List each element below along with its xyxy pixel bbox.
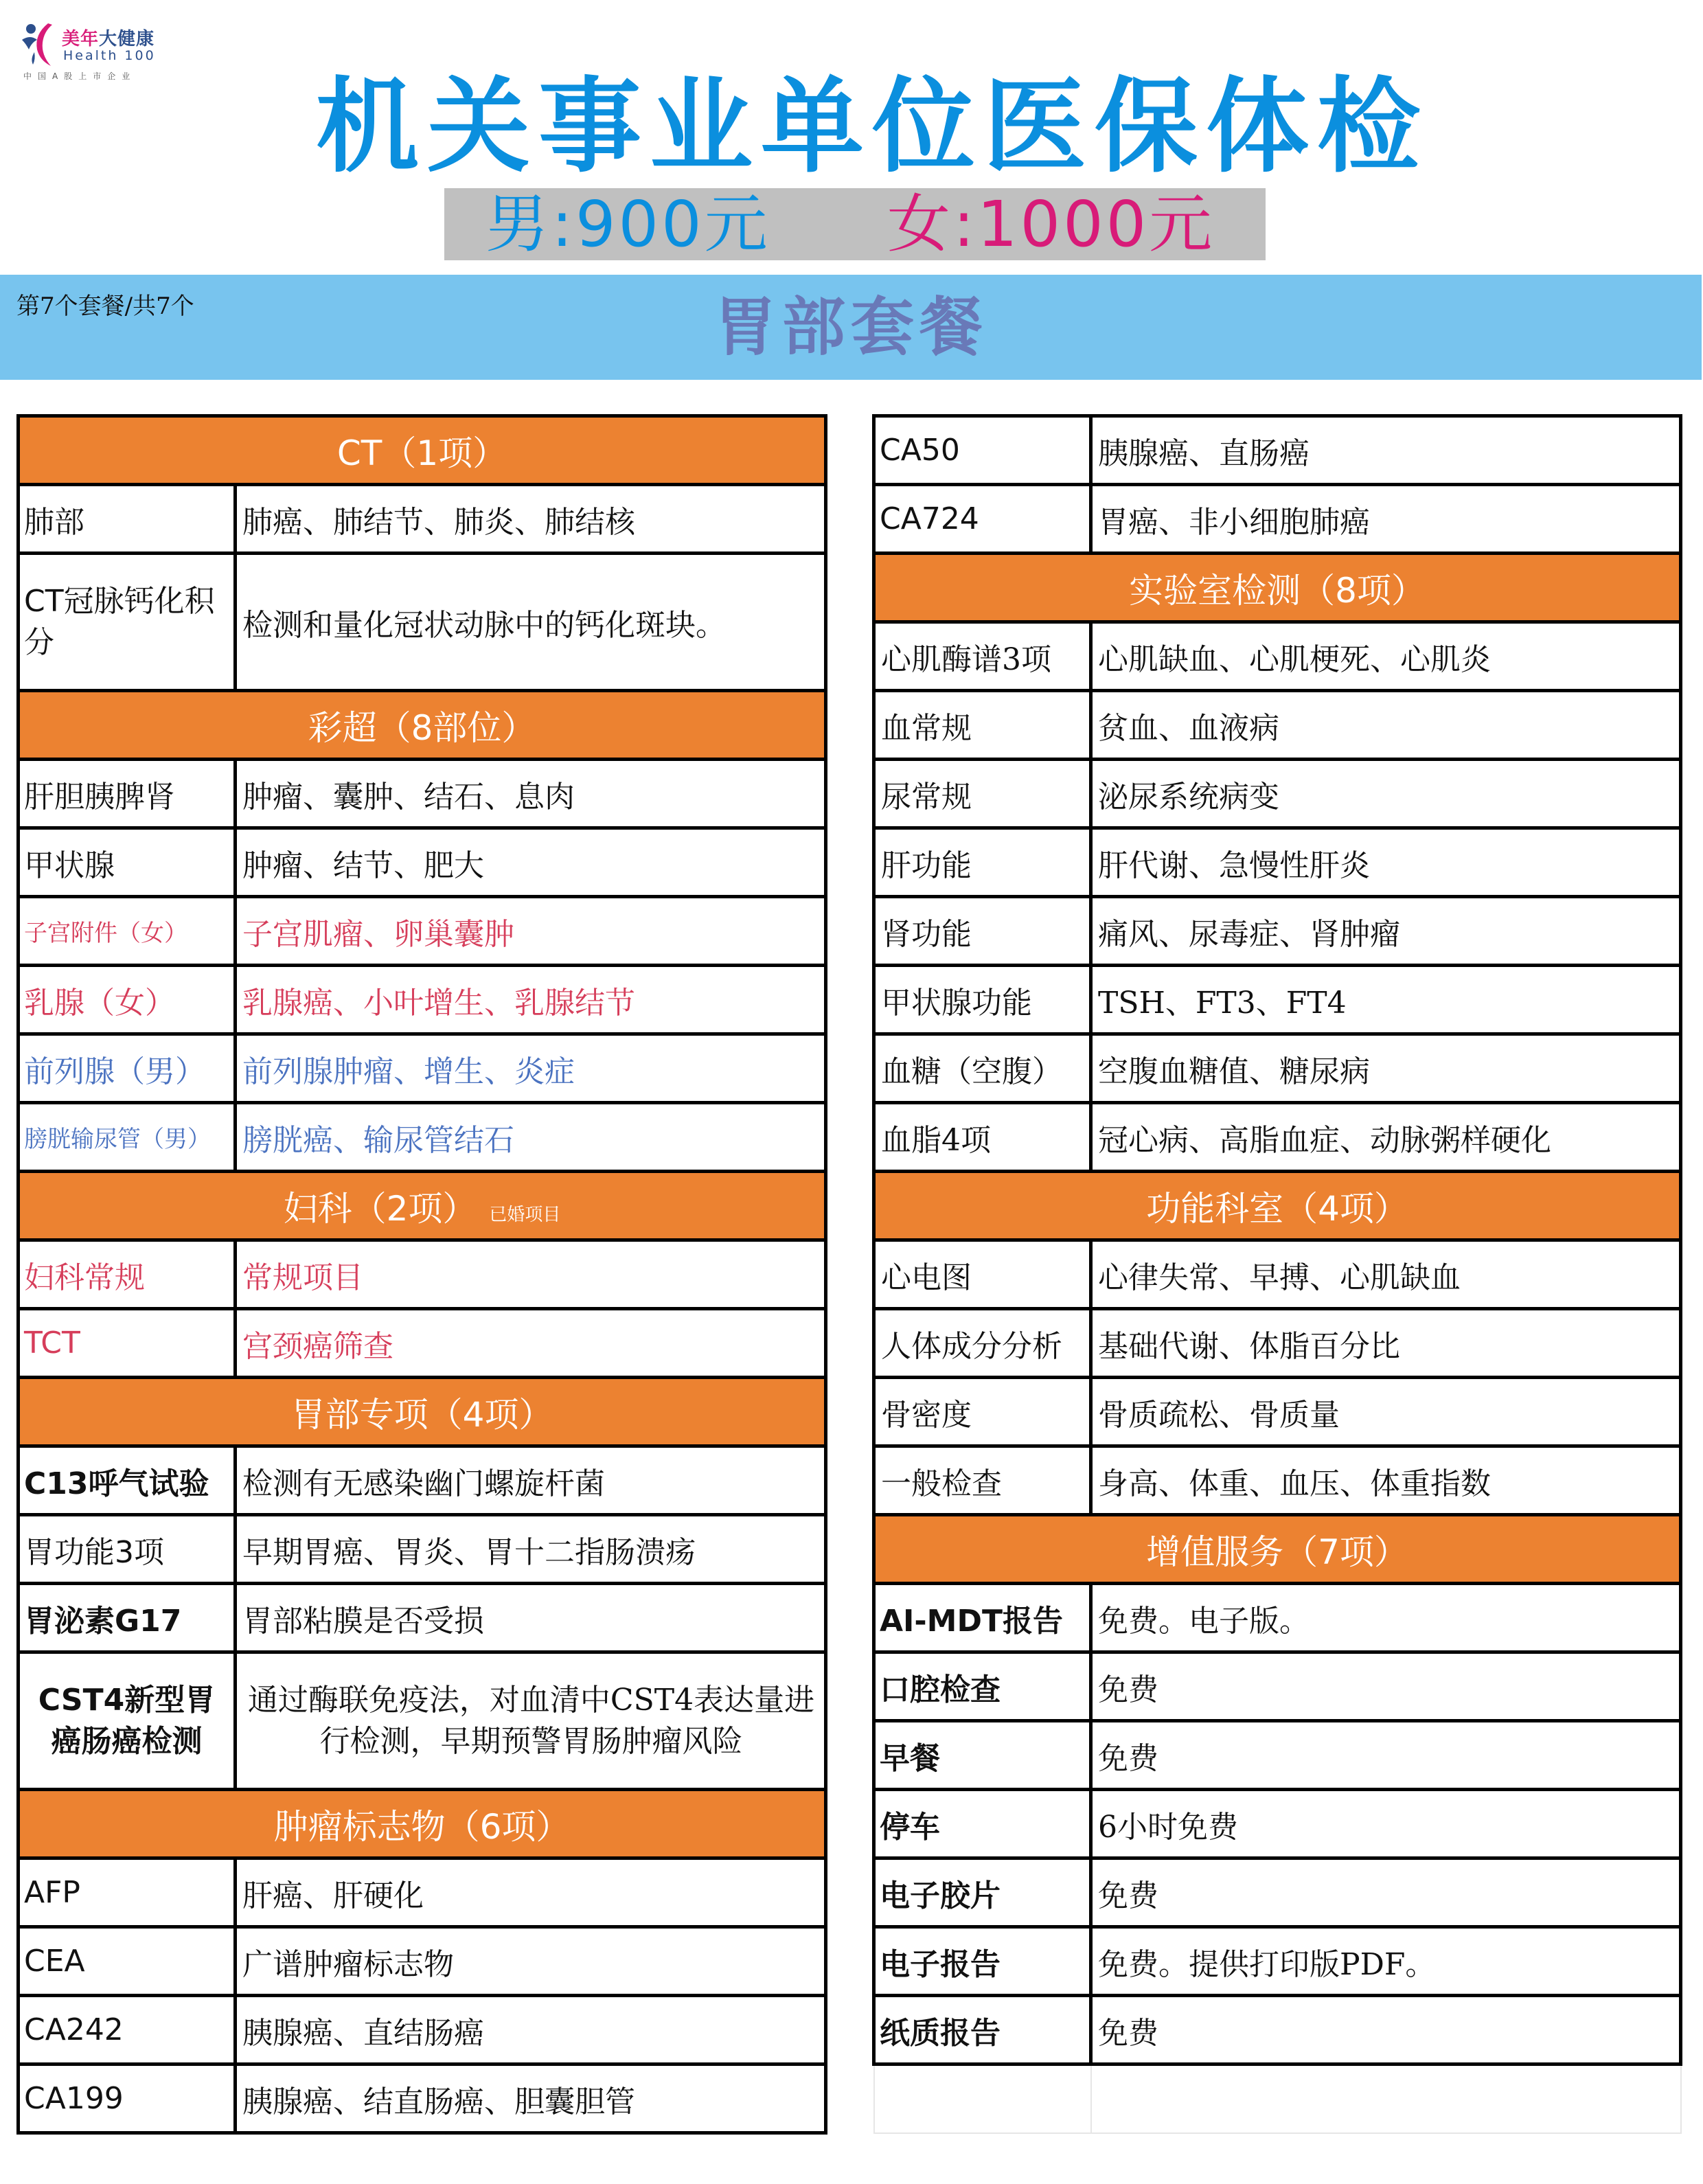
section-note: 已婚项目 (489, 1204, 561, 1225)
item-desc: 骨质疏松、骨质量 (1091, 1378, 1681, 1446)
item-desc: 胰腺癌、结直肠癌、胆囊胆管 (236, 2064, 826, 2133)
table-row (874, 1721, 1681, 1790)
table-row (874, 1652, 1681, 1721)
item-desc: 广谱肿瘤标志物 (236, 1927, 826, 1996)
item-desc: 胰腺癌、直肠癌 (1091, 416, 1681, 485)
item-desc: 贫血、血液病 (1091, 691, 1681, 760)
item-name: 骨密度 (874, 1378, 1091, 1446)
section-title: 功能科室（4项） (874, 1172, 1681, 1240)
item-name: 甲状腺功能 (874, 966, 1091, 1034)
section-title: 胃部专项（4项） (19, 1378, 826, 1446)
table-row (874, 1103, 1681, 1172)
price-male: 男:900元 (485, 187, 770, 261)
item-desc: 免费 (1091, 1652, 1681, 1721)
item-desc: 通过酶联免疫法，对血清中CST4表达量进行检测，早期预警胃肠肿瘤风险 (236, 1652, 826, 1790)
item-desc: 痛风、尿毒症、肾肿瘤 (1091, 897, 1681, 966)
item-desc: 泌尿系统病变 (1091, 760, 1681, 828)
item-name-female: TCT (19, 1309, 236, 1378)
table-row (19, 1446, 826, 1515)
table-row (19, 1996, 826, 2064)
item-name-male: 膀胱输尿管（男） (19, 1103, 236, 1172)
item-name: 早餐 (874, 1721, 1091, 1790)
item-name: 尿常规 (874, 760, 1091, 828)
item-name: 甲状腺 (19, 828, 236, 897)
item-name: CEA (19, 1927, 236, 1996)
item-name-male: 前列腺（男） (19, 1034, 236, 1103)
item-desc: 空腹血糖值、糖尿病 (1091, 1034, 1681, 1103)
table-row (19, 1927, 826, 1996)
package-banner (0, 275, 1702, 380)
item-name: 肺部 (19, 485, 236, 554)
table-row (874, 485, 1681, 554)
item-name: CA242 (19, 1996, 236, 2064)
table-row (874, 1858, 1681, 1927)
item-name: 血常规 (874, 691, 1091, 760)
table-row (19, 897, 826, 966)
right-exam-table (872, 414, 1682, 2134)
empty-cell (874, 2064, 1091, 2133)
item-name: C13呼气试验 (19, 1446, 236, 1515)
item-name: 一般检查 (874, 1446, 1091, 1515)
item-desc: 肝癌、肝硬化 (236, 1858, 826, 1927)
table-row (19, 828, 826, 897)
section-header-tumor-markers (19, 1790, 826, 1858)
item-desc: 免费 (1091, 1858, 1681, 1927)
item-desc: 免费 (1091, 1996, 1681, 2064)
section-header-ct (19, 416, 826, 485)
item-name: 胃泌素G17 (19, 1584, 236, 1652)
item-name: 人体成分分析 (874, 1309, 1091, 1378)
item-name: CST4新型胃癌肠癌检测 (19, 1652, 236, 1790)
item-desc: 检测有无感染幽门螺旋杆菌 (236, 1446, 826, 1515)
section-title: 增值服务（7项） (874, 1515, 1681, 1584)
table-row (19, 1652, 826, 1790)
left-exam-table (16, 414, 827, 2135)
table-row (19, 1103, 826, 1172)
item-name: 血脂4项 (874, 1103, 1091, 1172)
item-name: 电子胶片 (874, 1858, 1091, 1927)
section-header-lab (874, 554, 1681, 622)
section-header-gynecology (19, 1172, 826, 1240)
table-row (874, 1446, 1681, 1515)
brand-name-part2: 大健康 (99, 29, 155, 49)
price-band (444, 188, 1266, 260)
table-row (19, 760, 826, 828)
table-row (874, 691, 1681, 760)
package-counter: 第7个套餐/共7个 (16, 293, 194, 320)
section-header-stomach (19, 1378, 826, 1446)
table-row (874, 1240, 1681, 1309)
item-desc: 肝代谢、急慢性肝炎 (1091, 828, 1681, 897)
item-name: 纸质报告 (874, 1996, 1091, 2064)
item-name-female: 子宫附件（女） (19, 897, 236, 966)
table-row (19, 966, 826, 1034)
table-row (874, 897, 1681, 966)
item-desc: 基础代谢、体脂百分比 (1091, 1309, 1681, 1378)
brand-name-en: Health 100 (63, 48, 156, 63)
table-row (874, 416, 1681, 485)
table-row (19, 485, 826, 554)
item-name: AI-MDT报告 (874, 1584, 1091, 1652)
section-title: 实验室检测（8项） (874, 554, 1681, 622)
table-row (874, 1927, 1681, 1996)
empty-cell (1091, 2064, 1681, 2133)
health100-logo-icon (21, 22, 59, 67)
brand-tagline: 中国A股上市企业 (23, 71, 137, 81)
table-row (19, 1584, 826, 1652)
table-row (874, 1790, 1681, 1858)
item-name: 心电图 (874, 1240, 1091, 1309)
item-name: CA724 (874, 485, 1091, 554)
table-row (19, 1034, 826, 1103)
item-desc-female: 乳腺癌、小叶增生、乳腺结节 (236, 966, 826, 1034)
item-name: 血糖（空腹） (874, 1034, 1091, 1103)
item-desc: 肿瘤、结节、肥大 (236, 828, 826, 897)
item-desc-male: 膀胱癌、输尿管结石 (236, 1103, 826, 1172)
table-row (19, 2064, 826, 2133)
table-row (19, 1240, 826, 1309)
item-desc: 免费 (1091, 1721, 1681, 1790)
table-row (19, 1309, 826, 1378)
item-name: CA50 (874, 416, 1091, 485)
item-desc-female: 常规项目 (236, 1240, 826, 1309)
price-female: 女:1000元 (887, 187, 1215, 261)
item-name: 肝胆胰脾肾 (19, 760, 236, 828)
section-title-wrap (19, 1172, 826, 1240)
item-desc: 免费。电子版。 (1091, 1584, 1681, 1652)
table-row (874, 760, 1681, 828)
table-row (874, 1996, 1681, 2064)
item-desc: 心肌缺血、心肌梗死、心肌炎 (1091, 622, 1681, 691)
item-name: 心肌酶谱3项 (874, 622, 1091, 691)
table-row (874, 1378, 1681, 1446)
section-header-ultrasound (19, 691, 826, 760)
section-title: 彩超（8部位） (19, 691, 826, 760)
item-name-female: 乳腺（女） (19, 966, 236, 1034)
section-header-value-added (874, 1515, 1681, 1584)
table-row (19, 554, 826, 691)
item-name: 停车 (874, 1790, 1091, 1858)
table-row (874, 1309, 1681, 1378)
item-name-female: 妇科常规 (19, 1240, 236, 1309)
table-row (874, 1584, 1681, 1652)
item-name: 电子报告 (874, 1927, 1091, 1996)
page-title: 机关事业单位医保体检 (315, 67, 1428, 187)
section-title: 肿瘤标志物（6项） (19, 1790, 826, 1858)
item-desc: 早期胃癌、胃炎、胃十二指肠溃疡 (236, 1515, 826, 1584)
item-desc: 肺癌、肺结节、肺炎、肺结核 (236, 485, 826, 554)
item-desc: 检测和量化冠状动脉中的钙化斑块。 (236, 554, 826, 691)
section-title: CT（1项） (19, 416, 826, 485)
item-name: CT冠脉钙化积分 (19, 554, 236, 691)
item-desc: 冠心病、高脂血症、动脉粥样硬化 (1091, 1103, 1681, 1172)
table-row (874, 966, 1681, 1034)
item-desc: 6小时免费 (1091, 1790, 1681, 1858)
section-header-functional (874, 1172, 1681, 1240)
section-title: 妇科（2项） (283, 1188, 477, 1229)
item-name: 肝功能 (874, 828, 1091, 897)
table-row (19, 1515, 826, 1584)
table-row (874, 622, 1681, 691)
item-desc: 胃癌、非小细胞肺癌 (1091, 485, 1681, 554)
item-desc: 免费。提供打印版PDF。 (1091, 1927, 1681, 1996)
item-desc: 肿瘤、囊肿、结石、息肉 (236, 760, 826, 828)
brand-name-cn (62, 25, 155, 50)
package-name: 胃部套餐 (713, 291, 988, 364)
table-row (874, 828, 1681, 897)
item-desc: TSH、FT3、FT4 (1091, 966, 1681, 1034)
item-name: 肾功能 (874, 897, 1091, 966)
item-name: AFP (19, 1858, 236, 1927)
item-desc: 胃部粘膜是否受损 (236, 1584, 826, 1652)
item-desc-male: 前列腺肿瘤、增生、炎症 (236, 1034, 826, 1103)
brand-name-part1: 美年 (62, 29, 100, 49)
item-desc-female: 子宫肌瘤、卵巢囊肿 (236, 897, 826, 966)
item-desc: 心律失常、早搏、心肌缺血 (1091, 1240, 1681, 1309)
item-desc: 胰腺癌、直结肠癌 (236, 1996, 826, 2064)
table-row (19, 1858, 826, 1927)
item-name: 胃功能3项 (19, 1515, 236, 1584)
item-desc: 身高、体重、血压、体重指数 (1091, 1446, 1681, 1515)
item-desc-female: 宫颈癌筛查 (236, 1309, 826, 1378)
table-row (874, 1034, 1681, 1103)
empty-row (874, 2064, 1681, 2133)
item-name: 口腔检查 (874, 1652, 1091, 1721)
item-name: CA199 (19, 2064, 236, 2133)
